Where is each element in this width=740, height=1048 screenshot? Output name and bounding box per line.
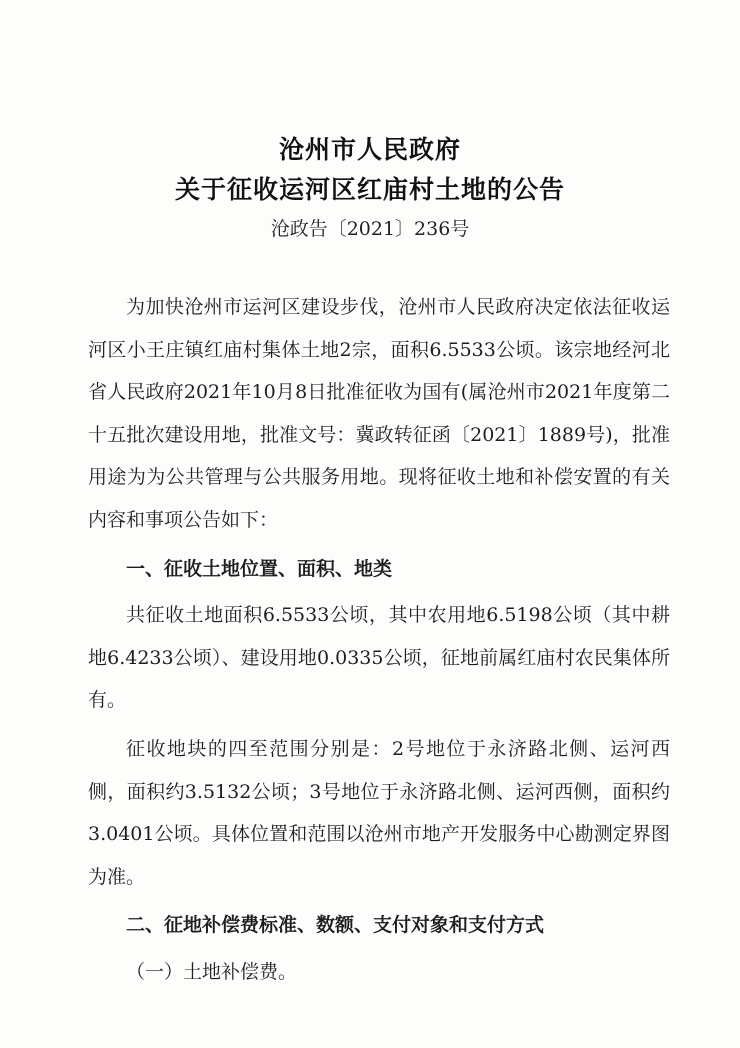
document-body bbox=[88, 286, 670, 994]
document-number: 沧政告〔2021〕236号 bbox=[270, 218, 470, 240]
title-line-2: 关于征收运河区红庙村土地的公告 bbox=[174, 175, 565, 204]
section-1-paragraph-1: 共征收土地面积6.5533公顷，其中农用地6.5198公顷（其中耕地6.4233公顷）、建设用地0.0335公顷，征地前属红庙村农民集体所有。 bbox=[88, 604, 670, 712]
section-2-subheading-1: （一）土地补偿费。 bbox=[126, 960, 298, 983]
intro-paragraph: 为加快沧州市运河区建设步伐，沧州市人民政府决定依法征收运河区小王庄镇红庙村集体土地2宗，面积6.5533公顷。该宗地经河北省人民政府2021年10月8日批准征收为国有(属沧州市2021年度第二十五批次建设用地，批准文号：冀政转征函〔2021〕1889号)，批准用途为为公共管理与公共服务用地。现将征收土地和补偿安置的有关内容和事项公告如下： bbox=[88, 296, 670, 531]
document-header bbox=[0, 130, 740, 246]
title-line-1: 沧州市人民政府 bbox=[278, 135, 461, 164]
section-2-heading: 二、征地补偿费标准、数额、支付对象和支付方式 bbox=[126, 914, 545, 937]
section-1-heading: 一、征收土地位置、面积、地类 bbox=[126, 557, 393, 580]
section-1-paragraph-2: 征收地块的四至范围分别是：2号地位于永济路北侧、运河西侧，面积约3.5132公顷；3号地位于永济路北侧、运河西侧，面积约3.0401公顷。具体位置和范围以沧州市地产开发服务中心勘测定界图为准。 bbox=[88, 737, 670, 888]
